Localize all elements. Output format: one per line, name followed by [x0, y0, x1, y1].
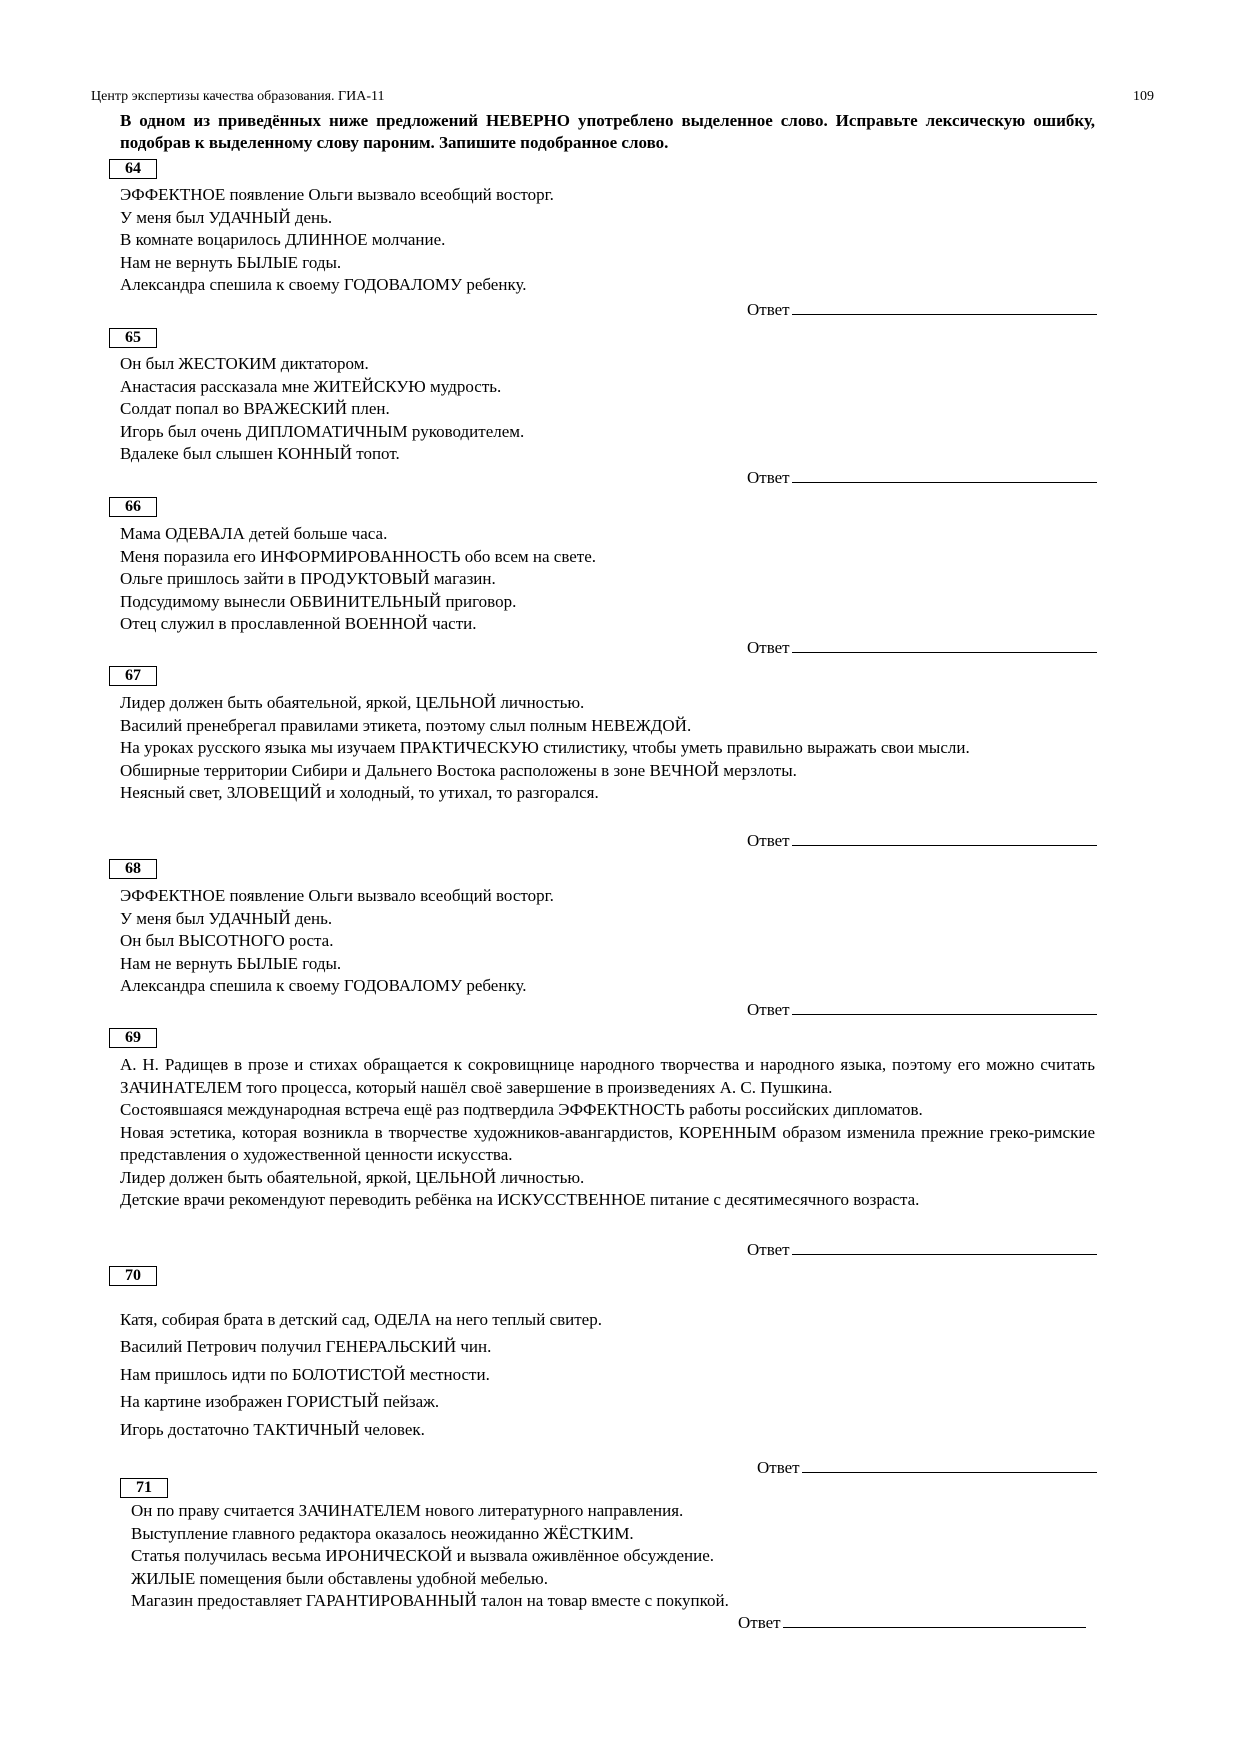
answer-field[interactable] [783, 1611, 1086, 1628]
sentence: У меня был УДАЧНЫЙ день. [120, 908, 333, 928]
answer-row [747, 1238, 1097, 1260]
sentence-list [120, 184, 1095, 297]
answer-label: Ответ [747, 300, 790, 319]
sentence: Отец служил в прославленной ВОЕННОЙ части. [120, 614, 477, 633]
answer-field[interactable] [802, 1456, 1097, 1473]
answer-label: Ответ [747, 468, 790, 487]
answer-row [738, 1611, 1086, 1633]
answer-field[interactable] [792, 466, 1097, 483]
sentence: Он по праву считается ЗАЧИНАТЕЛЕМ нового литературного направления. [131, 1501, 684, 1520]
sentence: А. Н. Радищев в прозе и стихах обращается к сокровищнице народного творчества и народного языка, поэтому его можно считать ЗАЧИНАТЕЛЕМ того процесса, который нашёл своё завершение в произведениях А. С. Пушкина. [120, 1055, 1095, 1097]
task-number-box: 66 [109, 497, 157, 517]
sentence: На картине изображен ГОРИСТЫЙ пейзаж. [120, 1392, 440, 1412]
answer-row [747, 829, 1097, 851]
sentence: Анастасия рассказала мне ЖИТЕЙСКУЮ мудрость. [120, 376, 502, 396]
sentence-list [120, 1054, 1095, 1212]
answer-row [747, 998, 1097, 1020]
answer-label: Ответ [747, 1000, 790, 1019]
sentence: Игорь был очень ДИПЛОМАТИЧНЫМ руководителем. [120, 421, 525, 441]
task-number-box: 71 [120, 1478, 168, 1498]
sentence: На уроках русского языка мы изучаем ПРАКТИЧЕСКУЮ стилистику, чтобы уметь правильно выражать свои мысли. [120, 738, 970, 757]
sentence: Солдат попал во ВРАЖЕСКИЙ плен. [120, 399, 390, 418]
sentence: ЭФФЕКТНОЕ появление Ольги вызвало всеобщий восторг. [120, 185, 554, 204]
sentence: Василий пренебрегал правилами этикета, поэтому слыл полным НЕВЕЖДОЙ. [120, 715, 692, 735]
sentence: Он был ЖЕСТОКИМ диктатором. [120, 354, 369, 373]
answer-row [747, 298, 1097, 320]
answer-label: Ответ [747, 831, 790, 850]
sentence: Александра спешила к своему ГОДОВАЛОМУ ребенку. [120, 275, 527, 294]
sentence-list [120, 692, 1095, 805]
sentence: Игорь достаточно ТАКТИЧНЫЙ человек. [120, 1419, 425, 1439]
task-number-box: 65 [109, 328, 157, 348]
page-number: 109 [1133, 89, 1154, 104]
sentence: ЖИЛЫЕ помещения были обставлены удобной мебелью. [131, 1568, 548, 1588]
sentence-list [120, 885, 1095, 998]
sentence: Обширные территории Сибири и Дальнего Востока расположены в зоне ВЕЧНОЙ мерзлоты. [120, 760, 797, 780]
sentence: В комнате воцарилось ДЛИННОЕ молчание. [120, 230, 446, 249]
sentence: Выступление главного редактора оказалось неожиданно ЖЁСТКИМ. [131, 1523, 634, 1543]
sentence: Нам не вернуть БЫЛЫЕ годы. [120, 252, 342, 272]
answer-row [747, 636, 1097, 658]
answer-field[interactable] [792, 1238, 1097, 1255]
sentence: Нам не вернуть БЫЛЫЕ годы. [120, 953, 342, 973]
sentence: Статья получилась весьма ИРОНИЧЕСКОЙ и вызвала оживлённое обсуждение. [131, 1546, 714, 1565]
sentence: Вдалеке был слышен КОННЫЙ топот. [120, 444, 400, 463]
sentence: Мама ОДЕВАЛА детей больше часа. [120, 524, 388, 543]
answer-field[interactable] [792, 998, 1097, 1015]
answer-label: Ответ [738, 1613, 781, 1632]
task-number-box: 64 [109, 159, 157, 179]
sentence-list [120, 1306, 1095, 1443]
sentence: Нам пришлось идти по БОЛОТИСТОЙ местности. [120, 1364, 490, 1384]
sentence: Александра спешила к своему ГОДОВАЛОМУ ребенку. [120, 976, 527, 995]
sentence: Меня поразила его ИНФОРМИРОВАННОСТЬ обо всем на свете. [120, 546, 597, 566]
sentence: Состоявшаяся международная встреча ещё раз подтвердила ЭФФЕКТНОСТЬ работы российских дипломатов. [120, 1100, 923, 1119]
answer-row [757, 1456, 1097, 1478]
task-instruction: В одном из приведённых ниже предложений НЕВЕРНО употреблено выделенное слово. Исправьте лексическую ошибку, подобрав к выделенному слову пароним. Запишите подобранное слово. [120, 111, 1095, 152]
sentence: У меня был УДАЧНЫЙ день. [120, 207, 333, 227]
sentence: Новая эстетика, которая возникла в творчестве художников-авангардистов, КОРЕННЫМ образом изменила прежние греко-римские представления о художественной ценности искусства. [120, 1122, 1095, 1164]
task-number-box: 69 [109, 1028, 157, 1048]
sentence-list [131, 1500, 1095, 1613]
answer-label: Ответ [747, 638, 790, 657]
sentence-list [120, 353, 1095, 466]
sentence: Василий Петрович получил ГЕНЕРАЛЬСКИЙ чин. [120, 1337, 492, 1357]
sentence: Ольге пришлось зайти в ПРОДУКТОВЫЙ магазин. [120, 569, 496, 588]
sentence: Магазин предоставляет ГАРАНТИРОВАННЫЙ талон на товар вместе с покупкой. [131, 1591, 729, 1610]
answer-field[interactable] [792, 636, 1097, 653]
sentence: Детские врачи рекомендуют переводить ребёнка на ИСКУССТВЕННОЕ питание с десятимесячного возраста. [120, 1190, 920, 1209]
answer-label: Ответ [757, 1458, 800, 1477]
task-number-box: 70 [109, 1266, 157, 1286]
sentence: Он был ВЫСОТНОГО роста. [120, 931, 334, 950]
sentence: Лидер должен быть обаятельной, яркой, ЦЕЛЬНОЙ личностью. [120, 1167, 585, 1187]
task-number-box: 68 [109, 859, 157, 879]
sentence-list [120, 523, 1095, 636]
answer-label: Ответ [747, 1240, 790, 1259]
sentence: Катя, собирая брата в детский сад, ОДЕЛА на него теплый свитер. [120, 1310, 602, 1329]
answer-row [747, 466, 1097, 488]
answer-field[interactable] [792, 829, 1097, 846]
sentence: Неясный свет, ЗЛОВЕЩИЙ и холодный, то утихал, то разгорался. [120, 783, 599, 802]
task-number-box: 67 [109, 666, 157, 686]
sentence: ЭФФЕКТНОЕ появление Ольги вызвало всеобщий восторг. [120, 886, 554, 905]
sentence: Лидер должен быть обаятельной, яркой, ЦЕЛЬНОЙ личностью. [120, 693, 585, 712]
page-header-title: Центр экспертизы качества образования. ГИА-11 [91, 89, 385, 104]
answer-field[interactable] [792, 298, 1097, 315]
sentence: Подсудимому вынесли ОБВИНИТЕЛЬНЫЙ приговор. [120, 591, 517, 611]
